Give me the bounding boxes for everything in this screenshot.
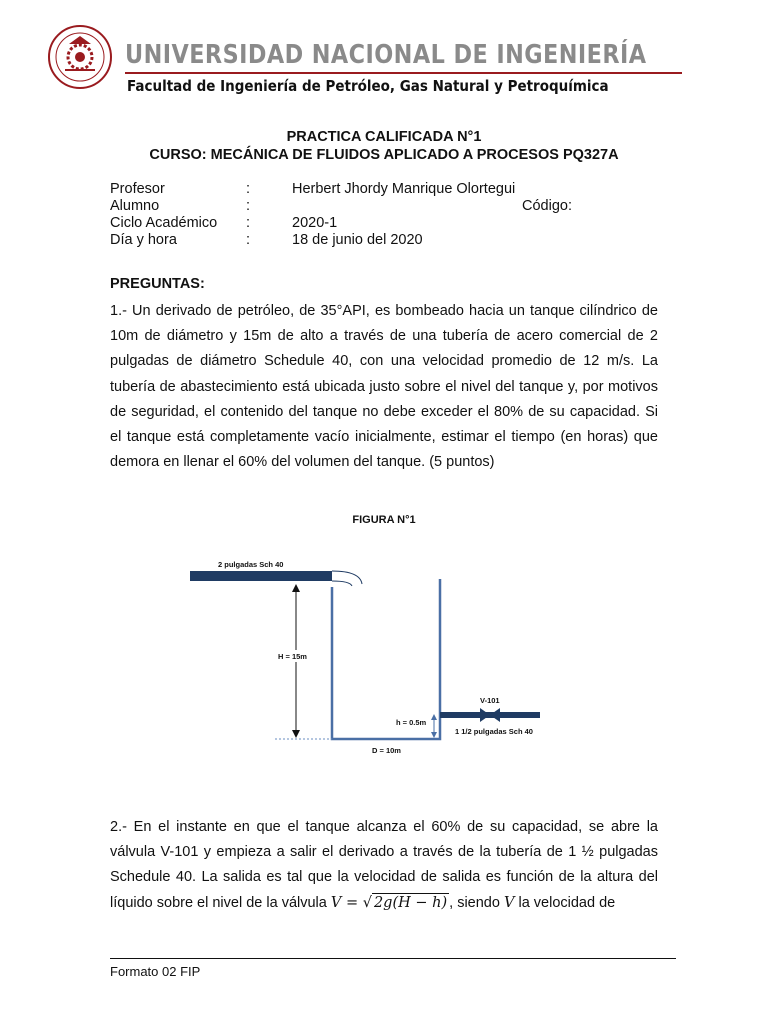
dia-value: 18 de junio del 2020 xyxy=(292,232,423,248)
alumno-colon: : xyxy=(246,198,251,214)
profesor-value: Herbert Jhordy Manrique Olortegui xyxy=(292,181,516,197)
velocity-variable: V xyxy=(503,894,515,911)
profesor-label: Profesor xyxy=(110,181,165,197)
alumno-label: Alumno xyxy=(110,198,160,214)
dia-colon: : xyxy=(246,232,251,248)
preguntas-heading: PREGUNTAS: xyxy=(110,276,205,292)
formula-radicand: 2g(H − h) xyxy=(373,894,448,911)
inlet-pipe-label: 2 pulgadas Sch 40 xyxy=(218,560,284,569)
valve-icon xyxy=(480,708,500,722)
footer-text: Formato 02 FIP xyxy=(110,964,201,979)
ciclo-label: Ciclo Académico xyxy=(110,215,218,231)
valve-height-arrow-top xyxy=(431,714,437,720)
formula-lhs: V = xyxy=(330,894,363,911)
codigo-label: Código: xyxy=(522,198,572,214)
tank-figure xyxy=(170,552,590,772)
faculty-name: Facultad de Ingeniería de Petróleo, Gas Natural y Petroquímica xyxy=(127,77,609,95)
sqrt-symbol: √ xyxy=(362,894,372,911)
height-arrow-bottom xyxy=(292,730,300,738)
height-arrow-top xyxy=(292,584,300,592)
outlet-pipe-label: 1 1/2 pulgadas Sch 40 xyxy=(455,727,533,736)
height-label: H = 15m xyxy=(278,652,307,661)
ciclo-value: 2020-1 xyxy=(292,215,338,231)
question-2-text-c: la velocidad de xyxy=(514,894,616,911)
exam-title: PRACTICA CALIFICADA N°1 xyxy=(286,129,482,145)
question-1: 1.- Un derivado de petróleo, de 35°API, es bombeado hacia un tanque cilíndrico de 10m de diámetro y 15m de alto a través de una tubería de acero comercial de 2 pulgadas de diámetro Schedule 40, con una velocidad promedio de 12 m/s. La tubería de abastecimiento está ubicada justo sobre el nivel del tanque y, por motivos de seguridad, el contenido del tanque no debe exceder el 80% de su capacidad. Si el tanque está completamente vacío inicialmente, estimar el tiempo (en horas) que demora en llenar el 60% del volumen del tanque. (5 puntos) xyxy=(110,303,658,471)
footer-divider xyxy=(110,958,676,959)
question-2-text-b: , siendo xyxy=(449,894,504,911)
course-title: CURSO: MECÁNICA DE FLUIDOS APLICADO A PROCESOS PQ327A xyxy=(149,147,619,163)
tank-wall xyxy=(332,579,440,739)
university-seal-icon xyxy=(47,24,113,90)
dia-label: Día y hora xyxy=(110,232,177,248)
valve-height-label: h = 0.5m xyxy=(396,718,427,727)
ciclo-colon: : xyxy=(246,215,251,231)
header-divider xyxy=(125,72,682,74)
valve-height-arrow-bottom xyxy=(431,732,437,738)
question-2 xyxy=(110,815,658,916)
diameter-label: D = 10m xyxy=(372,746,401,755)
inlet-pipe xyxy=(190,571,332,581)
university-name: UNIVERSIDAD NACIONAL DE INGENIERÍA xyxy=(125,40,647,70)
profesor-colon: : xyxy=(246,181,251,197)
inlet-pipe-flow xyxy=(332,571,362,586)
valve-label: V-101 xyxy=(480,696,500,705)
figure-title: FIGURA N°1 xyxy=(352,514,416,526)
question-2-text-a: 2.- En el instante en que el tanque alcanza el 60% de su capacidad, se abre la válvula V-101 y empieza a salir el derivado a través de la tubería de 1 ½ pulgadas Schedule 40. La salida es tal que la velocidad de salida es función de la altura del líquido sobre el nivel de la válvula xyxy=(110,819,658,911)
